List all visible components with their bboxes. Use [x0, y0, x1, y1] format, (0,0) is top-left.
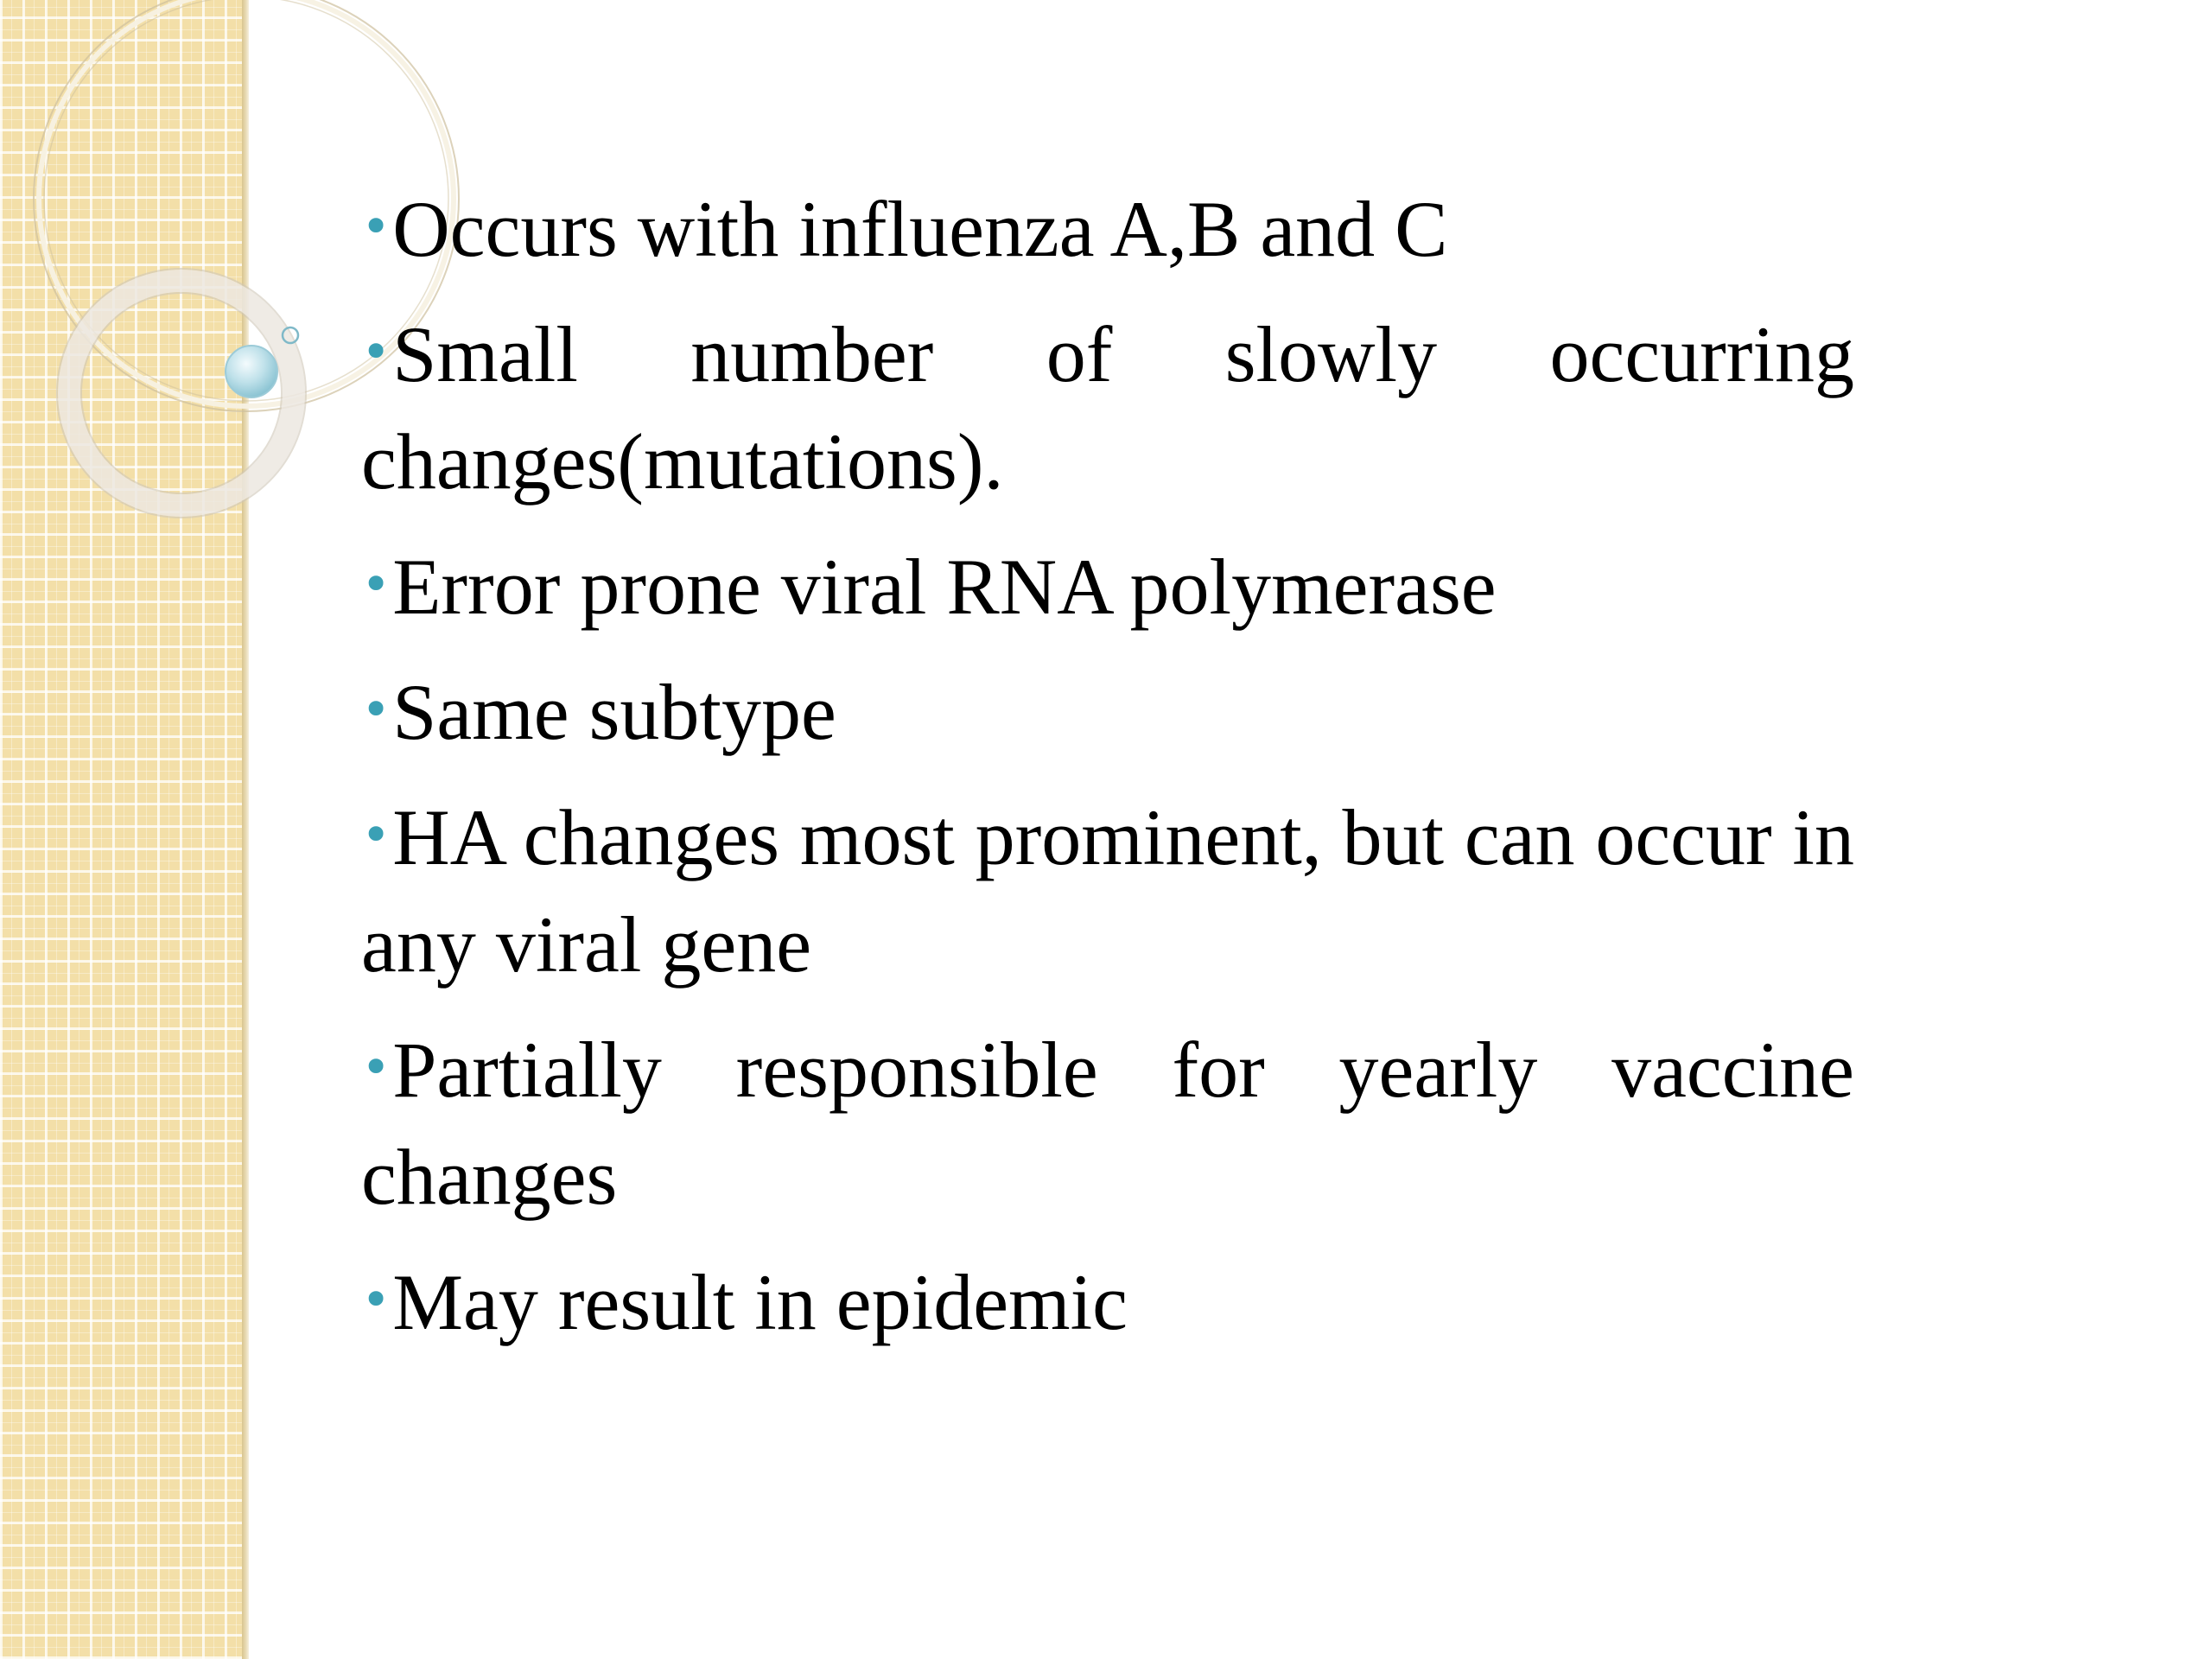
- bullet-text: Same subtype: [392, 668, 836, 756]
- bullet-text: Small number of slowly occurring changes(mutations).: [361, 310, 1854, 505]
- bullet-text: May result in epidemic: [392, 1258, 1128, 1346]
- bullet-text: HA changes most prominent, but can occur in any viral gene: [361, 793, 1854, 988]
- bullet-marker: •: [361, 1038, 391, 1096]
- bullet-marker: •: [361, 805, 391, 864]
- bullet-item: [361, 531, 1854, 640]
- bullet-text: Partially responsible for yearly vaccine changes: [361, 1026, 1854, 1221]
- bullet-marker: •: [361, 680, 391, 739]
- bullet-text: Occurs with influenza A,B and C: [392, 185, 1448, 273]
- bullet-item: [361, 1246, 1854, 1356]
- bullet-marker: •: [361, 1270, 391, 1329]
- bullet-item: [361, 173, 1854, 283]
- bullet-item: [361, 1014, 1854, 1230]
- bullet-marker: •: [361, 555, 391, 613]
- bullet-marker: •: [361, 197, 391, 256]
- bullet-item: [361, 656, 1854, 766]
- bullet-marker: •: [361, 322, 391, 381]
- bullet-item: [361, 781, 1854, 998]
- bullet-item: [361, 298, 1854, 515]
- blue-orb: [226, 346, 277, 397]
- bullet-text: Error prone viral RNA polymerase: [392, 543, 1497, 631]
- decorative-rings: [0, 0, 363, 605]
- bullet-list: [361, 173, 1854, 1371]
